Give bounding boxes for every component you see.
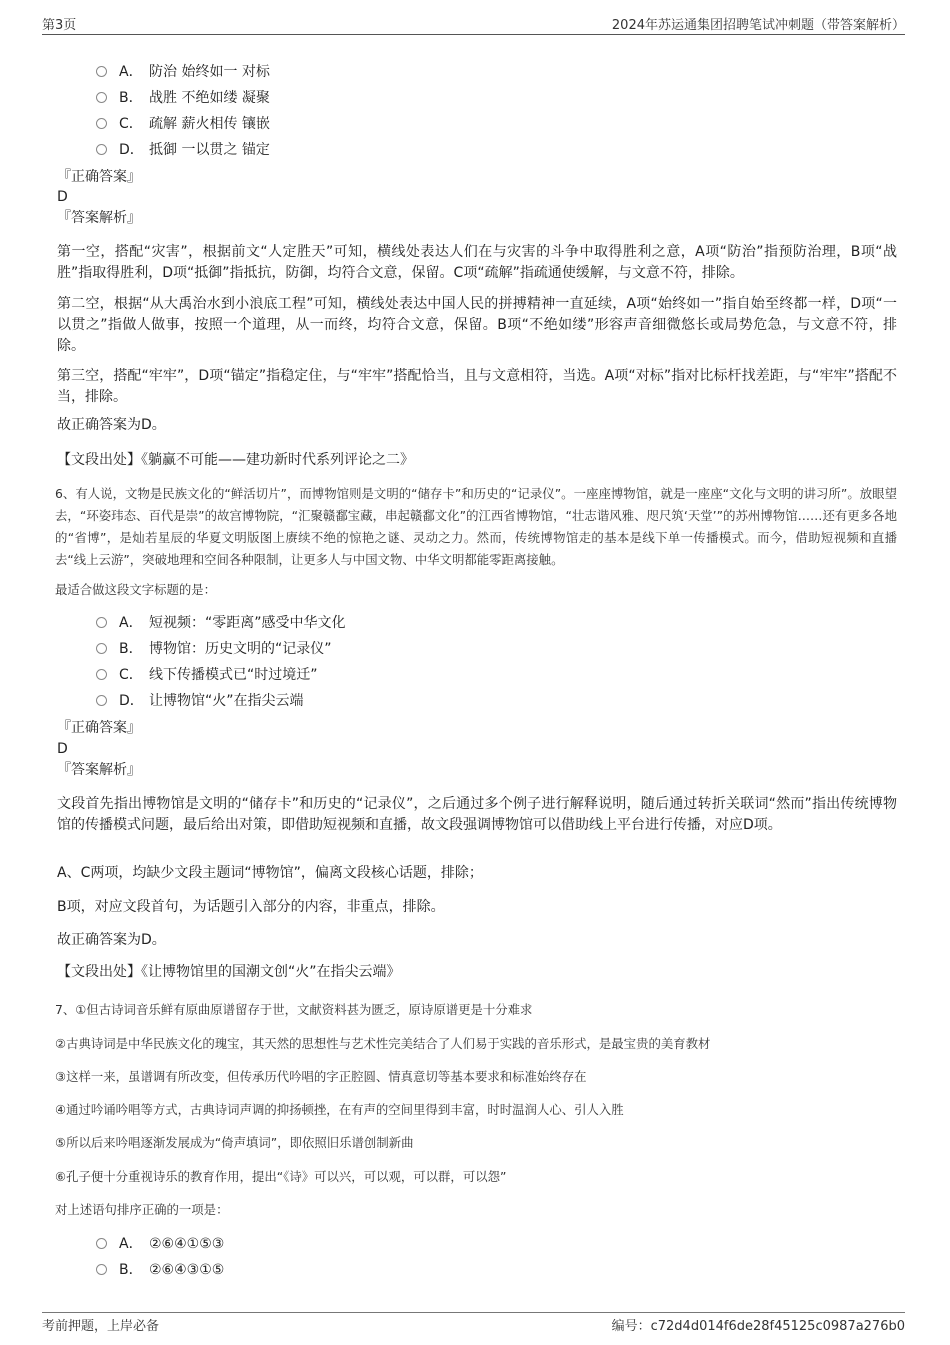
- q7-stem: 7、①但古诗词音乐鲜有原曲原谱留存于世，文献资料甚为匮乏，原诗原谱更是十分难求: [55, 1002, 533, 1017]
- radio-icon[interactable]: [96, 118, 107, 129]
- radio-icon[interactable]: [96, 617, 107, 628]
- q5-answer-label: 『正确答案』: [57, 169, 141, 185]
- q6-option-d[interactable]: D． 让博物馆“火”在指尖云端: [96, 691, 304, 711]
- q6-analysis-label: 『答案解析』: [57, 762, 141, 778]
- q5-answer: D: [57, 189, 68, 205]
- q7-item: ⑥孔子便十分重视诗乐的教育作用，提出“《诗》可以兴，可以观，可以群，可以怨”: [55, 1169, 507, 1184]
- q7-item: ②古典诗词是中华民族文化的瑰宝，其天然的思想性与艺术性完美结合了人们易于实践的音乐形式，是最宝贵的美育教材: [55, 1036, 711, 1051]
- radio-icon[interactable]: [96, 695, 107, 706]
- q7-item: ④通过吟诵吟唱等方式，古典诗词声调的抑扬顿挫，在有声的空间里得到丰富，时时温润人心、引人入胜: [55, 1102, 624, 1117]
- q5-option-a[interactable]: A． 防治 始终如一 对标: [96, 62, 270, 82]
- q6-prompt: 最适合做这段文字标题的是：: [55, 582, 217, 597]
- radio-icon[interactable]: [96, 669, 107, 680]
- q6-option-b[interactable]: B． 博物馆：历史文明的“记录仪”: [96, 639, 332, 659]
- q5-analysis-paragraph: 第一空，搭配“灾害”，根据前文“人定胜天”可知，横线处表达人们在与灾害的斗争中取得胜利之意，A项“防治”指预防治理，B项“战胜”指取得胜利，D项“抵御”指抵抗，防御，均符合文意，保留。C项“疏解”指疏通使缓解，与文意不符，排除。: [57, 244, 897, 281]
- document-code: 编号：c72d4d014f6de28f45125c0987a276b0: [611, 1319, 905, 1334]
- q5-option-d[interactable]: D． 抵御 一以贯之 锚定: [96, 140, 270, 160]
- q6-analysis-paragraph: 文段首先指出博物馆是文明的“储存卡”和历史的“记录仪”，之后通过多个例子进行解释说明，随后通过转折关联词“然而”指出传统博物馆的传播模式问题，最后给出对策，即借助短视频和直播，故文段强调博物馆可以借助线上平台进行传播，对应D项。: [57, 796, 897, 833]
- radio-icon[interactable]: [96, 643, 107, 654]
- q6-option-c[interactable]: C． 线下传播模式已“时过境迁”: [96, 665, 318, 685]
- q5-analysis-paragraph: 故正确答案为D。: [57, 417, 166, 433]
- radio-icon[interactable]: [96, 144, 107, 155]
- page-header: [42, 12, 905, 35]
- q7-item: ③这样一来，虽谱调有所改变，但传承历代吟唱的字正腔圆、情真意切等基本要求和标准始终存在: [55, 1069, 587, 1084]
- q6-source: 【文段出处】《让博物馆里的国潮文创“火”在指尖云端》: [57, 964, 401, 980]
- q6-analysis-paragraph: A、C两项，均缺少文段主题词“博物馆”，偏离文段核心话题，排除；: [57, 865, 483, 881]
- q7-option-b[interactable]: B． ②⑥④③①⑤: [96, 1260, 224, 1280]
- radio-icon[interactable]: [96, 92, 107, 103]
- radio-icon[interactable]: [96, 1238, 107, 1249]
- q5-option-b[interactable]: B． 战胜 不绝如缕 凝聚: [96, 88, 270, 108]
- q5-analysis-paragraph: 第三空，搭配“牢牢”，D项“锚定”指稳定住，与“牢牢”搭配恰当，且与文意相符，当选。A项“对标”指对比标杆找差距，与“牢牢”搭配不当，排除。: [57, 368, 897, 405]
- q6-option-a[interactable]: A． 短视频：“零距离”感受中华文化: [96, 613, 346, 633]
- radio-icon[interactable]: [96, 66, 107, 77]
- radio-icon[interactable]: [96, 1264, 107, 1275]
- q6-stem: 6、有人说，文物是民族文化的“鲜活切片”，而博物馆则是文明的“储存卡”和历史的“记录仪”。一座座博物馆，就是一座座“文化与文明的讲习所”。放眼望去，“环姿玮态、百代是崇”的故宫博物院，“汇聚赣鄱宝藏，串起赣鄱文化”的江西省博物馆，“壮志谐风雅、咫尺筑‘天堂’”的苏州博物馆……还有更多各地的“省博”，是灿若星辰的华夏文明版图上赓续不绝的惊艳之谜、灵动之力。然而，传统博物馆走的基本是线下单一传播模式。而今，借助短视频和直播去“线上云游”，突破地理和空间各种限制，让更多人与中国文物、中华文明都能零距离接触。: [55, 486, 897, 567]
- q5-analysis-label: 『答案解析』: [57, 210, 141, 226]
- page-number: 第3页: [42, 18, 77, 33]
- q7-item: ⑤所以后来吟唱逐渐发展成为“倚声填词”，即依照旧乐谱创制新曲: [55, 1135, 414, 1150]
- q5-source: 【文段出处】《躺赢不可能——建功新时代系列评论之二》: [57, 452, 414, 468]
- q6-analysis-paragraph: 故正确答案为D。: [57, 932, 166, 948]
- document-title: 2024年苏运通集团招聘笔试冲刺题（带答案解析）: [611, 18, 905, 33]
- q5-option-c[interactable]: C． 疏解 薪火相传 镶嵌: [96, 114, 270, 134]
- q6-answer: D: [57, 741, 68, 757]
- q6-answer-label: 『正确答案』: [57, 720, 141, 736]
- footer-slogan: 考前押题，上岸必备: [42, 1319, 160, 1334]
- page-footer: [42, 1312, 905, 1337]
- q6-analysis-paragraph: B项，对应文段首句，为话题引入部分的内容，非重点，排除。: [57, 899, 445, 915]
- q7-option-a[interactable]: A． ②⑥④①⑤③: [96, 1234, 224, 1254]
- q5-analysis-paragraph: 第二空，根据“从大禹治水到小浪底工程”可知，横线处表达中国人民的拼搏精神一直延续，A项“始终如一”指自始至终都一样，D项“一以贯之”指做人做事，按照一个道理，从一而终，均符合文意，保留。B项“不绝如缕”形容声音细微悠长或局势危急，与文意不符，排除。: [57, 296, 897, 354]
- q7-prompt: 对上述语句排序正确的一项是：: [55, 1202, 229, 1217]
